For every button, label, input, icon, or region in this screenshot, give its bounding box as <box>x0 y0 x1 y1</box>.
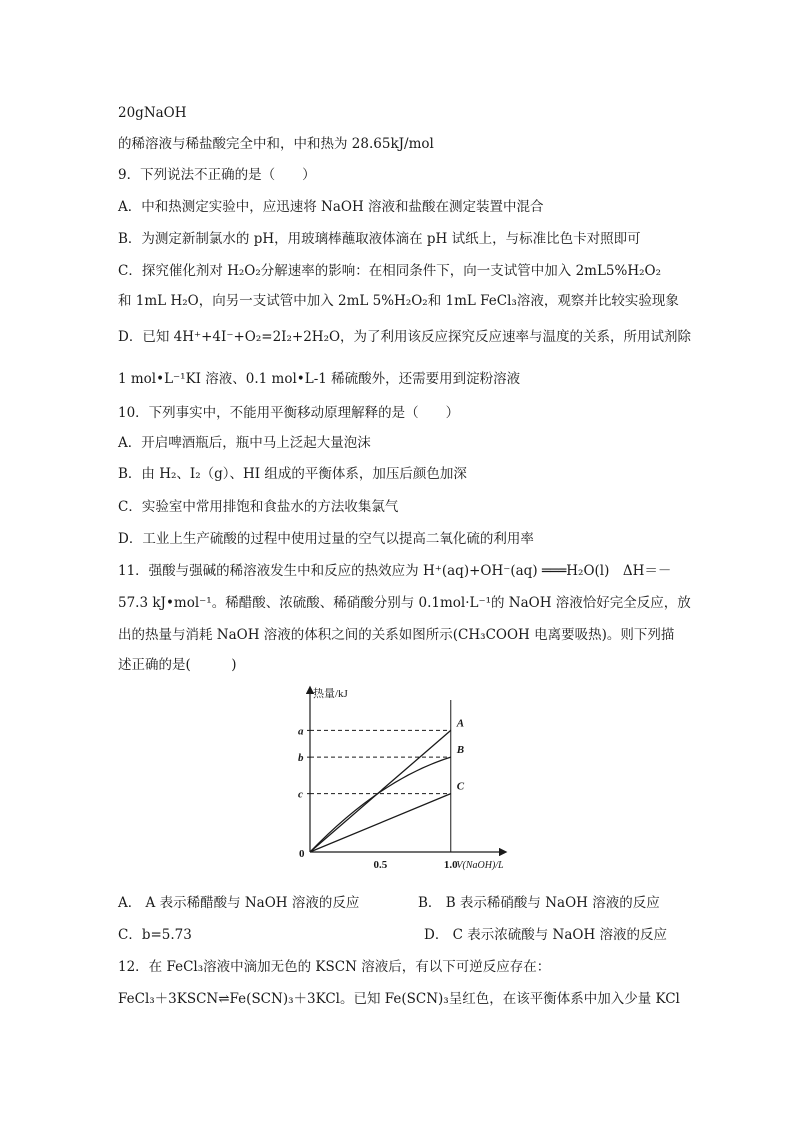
fragment-line-2: 的稀溶液与稀盐酸完全中和，中和热为 28.65kJ/mol <box>118 136 434 152</box>
y-tick-label-a: a <box>298 725 304 738</box>
series-line-B <box>310 757 451 852</box>
q11-stem-line2: 57.3 kJ•mol⁻¹。稀醋酸、浓硫酸、稀硝酸分别与 0.1mol·L⁻¹的 NaOH 溶液恰好完全反应，放 <box>118 595 691 611</box>
x-axis-label: V(NaOH)/L <box>456 860 504 871</box>
q10-option-c: C．实验室中常用排饱和食盐水的方法收集氯气 <box>118 499 399 515</box>
origin-label: 0 <box>299 848 305 860</box>
q11-option-a: A． A 表示稀醋酸与 NaOH 溶液的反应 <box>118 895 360 911</box>
q12-stem-line1: 12．在 FeCl₃溶液中滴加无色的 KSCN 溶液后，有以下可逆反应存在： <box>118 959 551 975</box>
q11-stem-line4: 述正确的是( ) <box>118 657 237 673</box>
series-label-A: A <box>456 717 465 730</box>
q11-stem-line3: 出的热量与消耗 NaOH 溶液的体积之间的关系如图所示(CH₃COOH 电离要吸热)。则下列描 <box>118 627 675 643</box>
x-tick-label: 1.0 <box>443 859 458 871</box>
q9-option-c-line2: 和 1mL H₂O，向另一支试管中加入 2mL 5%H₂O₂和 1mL FeCl₃溶液，观察并比较实验现象 <box>118 293 679 309</box>
q10-option-a: A．开启啤酒瓶后，瓶中马上泛起大量泡沫 <box>118 435 371 451</box>
y-axis-label: 热量/kJ <box>313 688 348 700</box>
q9-stem: 9．下列说法不正确的是（ ） <box>118 167 316 183</box>
q9-option-c-line1: C．探究催化剂对 H₂O₂分解速率的影响：在相同条件下，向一支试管中加入 2mL5%H₂O₂ <box>118 263 662 279</box>
q11-stem-line1: 11．强酸与强碱的稀溶液发生中和反应的热效应为 H⁺(aq)+OH⁻(aq) ═══H₂O(l) ΔH＝－ <box>118 563 672 579</box>
q9-option-d-line1: D．已知 4H⁺+4I⁻+O₂=2I₂+2H₂O，为了利用该反应探究反应速率与温度的关系，所用试剂除 <box>118 329 692 345</box>
q11-option-c: C．b=5.73 <box>118 927 192 943</box>
series-label-B: B <box>456 744 465 757</box>
q12-stem-line2: FeCl₃＋3KSCN⇌Fe(SCN)₃＋3KCl。已知 Fe(SCN)₃呈红色，在该平衡体系中加入少量 KCl <box>118 991 680 1007</box>
q10-option-d: D．工业上生产硫酸的过程中使用过量的空气以提高二氧化硫的利用率 <box>118 531 534 547</box>
x-tick-label: 0.5 <box>373 859 388 871</box>
q9-option-d-line2: 1 mol•L⁻¹KI 溶液、0.1 mol•L-1 稀硫酸外，还需要用到淀粉溶液 <box>118 371 521 387</box>
heat-volume-chart <box>280 682 510 882</box>
y-tick-label-c: c <box>298 788 303 801</box>
y-tick-label-b: b <box>298 752 304 765</box>
q9-option-a: A．中和热测定实验中，应迅速将 NaOH 溶液和盐酸在测定装置中混合 <box>118 199 544 215</box>
q9-option-b: B．为测定新制氯水的 pH，用玻璃棒蘸取液体滴在 pH 试纸上，与标准比色卡对照即可 <box>118 231 641 247</box>
series-label-C: C <box>456 780 465 793</box>
fragment-line-1: 20gNaOH <box>118 105 187 121</box>
q10-option-b: B．由 H₂、I₂（g）、HI 组成的平衡体系，加压后颜色加深 <box>118 466 467 482</box>
series-line-C <box>310 794 451 852</box>
q11-option-d: D． C 表示浓硫酸与 NaOH 溶液的反应 <box>424 927 668 943</box>
q10-stem: 10．下列事实中，不能用平衡移动原理解释的是（ ） <box>118 405 460 421</box>
q11-option-b: B． B 表示稀硝酸与 NaOH 溶液的反应 <box>418 895 660 911</box>
